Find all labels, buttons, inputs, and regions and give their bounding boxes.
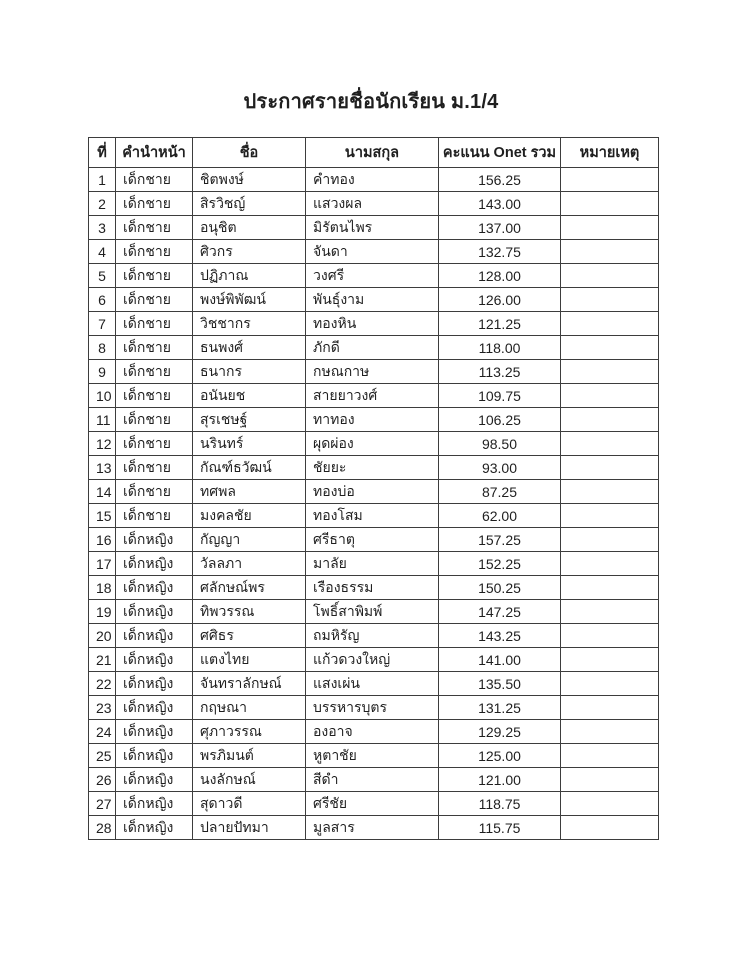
student-last-name: ทาทอง bbox=[306, 408, 439, 432]
student-last-name: มูลสาร bbox=[306, 816, 439, 840]
student-note bbox=[561, 696, 659, 720]
column-header-lastname: นามสกุล bbox=[306, 138, 439, 168]
student-note bbox=[561, 216, 659, 240]
student-last-name: ทองหิน bbox=[306, 312, 439, 336]
student-note bbox=[561, 312, 659, 336]
student-score: 118.75 bbox=[439, 792, 561, 816]
student-prefix: เด็กชาย bbox=[116, 504, 193, 528]
row-number: 7 bbox=[89, 312, 116, 336]
student-first-name: ทิพวรรณ bbox=[193, 600, 306, 624]
student-note bbox=[561, 792, 659, 816]
student-last-name: ทองโสม bbox=[306, 504, 439, 528]
student-score: 152.25 bbox=[439, 552, 561, 576]
student-prefix: เด็กชาย bbox=[116, 264, 193, 288]
column-header-prefix: คำนำหน้า bbox=[116, 138, 193, 168]
student-first-name: ศลักษณ์พร bbox=[193, 576, 306, 600]
table-row bbox=[89, 408, 659, 432]
student-score: 143.00 bbox=[439, 192, 561, 216]
table-row bbox=[89, 336, 659, 360]
student-first-name: กัญญา bbox=[193, 528, 306, 552]
student-prefix: เด็กหญิง bbox=[116, 552, 193, 576]
table-row bbox=[89, 432, 659, 456]
table-row bbox=[89, 744, 659, 768]
student-score: 141.00 bbox=[439, 648, 561, 672]
row-number: 11 bbox=[89, 408, 116, 432]
student-last-name: แก้วดวงใหญ่ bbox=[306, 648, 439, 672]
table-row bbox=[89, 624, 659, 648]
student-note bbox=[561, 384, 659, 408]
student-note bbox=[561, 720, 659, 744]
row-number: 15 bbox=[89, 504, 116, 528]
student-last-name: ศรีธาตุ bbox=[306, 528, 439, 552]
student-last-name: แสวงผล bbox=[306, 192, 439, 216]
student-prefix: เด็กหญิง bbox=[116, 528, 193, 552]
row-number: 3 bbox=[89, 216, 116, 240]
student-prefix: เด็กชาย bbox=[116, 384, 193, 408]
student-score: 128.00 bbox=[439, 264, 561, 288]
student-last-name: สีดำ bbox=[306, 768, 439, 792]
student-prefix: เด็กชาย bbox=[116, 432, 193, 456]
row-number: 25 bbox=[89, 744, 116, 768]
table-row bbox=[89, 288, 659, 312]
student-first-name: ศิวกร bbox=[193, 240, 306, 264]
student-prefix: เด็กหญิง bbox=[116, 624, 193, 648]
student-last-name: คำทอง bbox=[306, 168, 439, 192]
table-row bbox=[89, 216, 659, 240]
student-last-name: ศรีชัย bbox=[306, 792, 439, 816]
student-first-name: ทศพล bbox=[193, 480, 306, 504]
student-note bbox=[561, 600, 659, 624]
table-row bbox=[89, 312, 659, 336]
row-number: 16 bbox=[89, 528, 116, 552]
student-score: 121.00 bbox=[439, 768, 561, 792]
student-prefix: เด็กชาย bbox=[116, 312, 193, 336]
student-prefix: เด็กชาย bbox=[116, 192, 193, 216]
student-last-name: ชัยยะ bbox=[306, 456, 439, 480]
student-score: 157.25 bbox=[439, 528, 561, 552]
table-row bbox=[89, 264, 659, 288]
student-last-name: ภักดี bbox=[306, 336, 439, 360]
student-score: 106.25 bbox=[439, 408, 561, 432]
student-note bbox=[561, 288, 659, 312]
row-number: 19 bbox=[89, 600, 116, 624]
student-first-name: จันทราลักษณ์ bbox=[193, 672, 306, 696]
student-first-name: ปฏิภาณ bbox=[193, 264, 306, 288]
student-score: 150.25 bbox=[439, 576, 561, 600]
student-last-name: ผุดผ่อง bbox=[306, 432, 439, 456]
table-row bbox=[89, 648, 659, 672]
student-prefix: เด็กหญิง bbox=[116, 744, 193, 768]
student-first-name: สิรวิชญ์ bbox=[193, 192, 306, 216]
student-score: 93.00 bbox=[439, 456, 561, 480]
row-number: 9 bbox=[89, 360, 116, 384]
table-row bbox=[89, 816, 659, 840]
student-score: 115.75 bbox=[439, 816, 561, 840]
student-last-name: องอาจ bbox=[306, 720, 439, 744]
student-first-name: ศศิธร bbox=[193, 624, 306, 648]
student-prefix: เด็กหญิง bbox=[116, 720, 193, 744]
student-last-name: สายยาวงศ์ bbox=[306, 384, 439, 408]
student-score: 113.25 bbox=[439, 360, 561, 384]
student-last-name: กษณกาษ bbox=[306, 360, 439, 384]
student-note bbox=[561, 504, 659, 528]
row-number: 20 bbox=[89, 624, 116, 648]
row-number: 12 bbox=[89, 432, 116, 456]
student-first-name: มงคลชัย bbox=[193, 504, 306, 528]
student-score: 98.50 bbox=[439, 432, 561, 456]
student-table bbox=[88, 137, 659, 840]
student-last-name: บรรหารบุตร bbox=[306, 696, 439, 720]
table-row bbox=[89, 720, 659, 744]
student-first-name: นงลักษณ์ bbox=[193, 768, 306, 792]
student-score: 121.25 bbox=[439, 312, 561, 336]
student-prefix: เด็กชาย bbox=[116, 360, 193, 384]
row-number: 14 bbox=[89, 480, 116, 504]
table-row bbox=[89, 360, 659, 384]
student-prefix: เด็กชาย bbox=[116, 456, 193, 480]
row-number: 23 bbox=[89, 696, 116, 720]
student-note bbox=[561, 624, 659, 648]
student-first-name: อนุชิต bbox=[193, 216, 306, 240]
student-note bbox=[561, 672, 659, 696]
student-score: 137.00 bbox=[439, 216, 561, 240]
table-row bbox=[89, 504, 659, 528]
student-note bbox=[561, 360, 659, 384]
student-note bbox=[561, 552, 659, 576]
student-prefix: เด็กหญิง bbox=[116, 648, 193, 672]
student-first-name: วิชชากร bbox=[193, 312, 306, 336]
row-number: 27 bbox=[89, 792, 116, 816]
student-score: 131.25 bbox=[439, 696, 561, 720]
student-note bbox=[561, 816, 659, 840]
student-prefix: เด็กหญิง bbox=[116, 600, 193, 624]
table-row bbox=[89, 600, 659, 624]
student-prefix: เด็กชาย bbox=[116, 336, 193, 360]
column-header-note: หมายเหตุ bbox=[561, 138, 659, 168]
student-score: 118.00 bbox=[439, 336, 561, 360]
student-note bbox=[561, 240, 659, 264]
student-score: 147.25 bbox=[439, 600, 561, 624]
student-note bbox=[561, 648, 659, 672]
student-last-name: ทองบ่อ bbox=[306, 480, 439, 504]
column-header-number: ที่ bbox=[89, 138, 116, 168]
row-number: 28 bbox=[89, 816, 116, 840]
table-row bbox=[89, 528, 659, 552]
row-number: 18 bbox=[89, 576, 116, 600]
student-first-name: นรินทร์ bbox=[193, 432, 306, 456]
table-header bbox=[89, 138, 659, 168]
row-number: 13 bbox=[89, 456, 116, 480]
student-first-name: พงษ์พิพัฒน์ bbox=[193, 288, 306, 312]
student-first-name: กัณฑ์ธวัฒน์ bbox=[193, 456, 306, 480]
student-note bbox=[561, 456, 659, 480]
student-note bbox=[561, 432, 659, 456]
table-row bbox=[89, 168, 659, 192]
student-last-name: ถมหิรัญ bbox=[306, 624, 439, 648]
student-note bbox=[561, 264, 659, 288]
student-score: 132.75 bbox=[439, 240, 561, 264]
row-number: 8 bbox=[89, 336, 116, 360]
student-last-name: หูตาชัย bbox=[306, 744, 439, 768]
table-row bbox=[89, 192, 659, 216]
student-note bbox=[561, 744, 659, 768]
table-row bbox=[89, 480, 659, 504]
student-score: 109.75 bbox=[439, 384, 561, 408]
row-number: 5 bbox=[89, 264, 116, 288]
student-score: 87.25 bbox=[439, 480, 561, 504]
student-first-name: ปลายปัทมา bbox=[193, 816, 306, 840]
student-first-name: สุรเชษฐ์ bbox=[193, 408, 306, 432]
table-row bbox=[89, 384, 659, 408]
student-first-name: ชิตพงษ์ bbox=[193, 168, 306, 192]
student-score: 125.00 bbox=[439, 744, 561, 768]
student-note bbox=[561, 336, 659, 360]
student-last-name: จันดา bbox=[306, 240, 439, 264]
student-prefix: เด็กหญิง bbox=[116, 672, 193, 696]
table-row bbox=[89, 792, 659, 816]
page-title: ประกาศรายชื่อนักเรียน ม.1/4 bbox=[243, 91, 499, 113]
student-prefix: เด็กหญิง bbox=[116, 576, 193, 600]
student-prefix: เด็กชาย bbox=[116, 408, 193, 432]
student-last-name: มิรัตนไพร bbox=[306, 216, 439, 240]
student-first-name: อนันยช bbox=[193, 384, 306, 408]
student-first-name: ธนากร bbox=[193, 360, 306, 384]
student-note bbox=[561, 576, 659, 600]
row-number: 6 bbox=[89, 288, 116, 312]
student-note bbox=[561, 192, 659, 216]
student-last-name: วงศรี bbox=[306, 264, 439, 288]
student-prefix: เด็กหญิง bbox=[116, 792, 193, 816]
row-number: 26 bbox=[89, 768, 116, 792]
student-score: 135.50 bbox=[439, 672, 561, 696]
table-row bbox=[89, 672, 659, 696]
student-first-name: กฤษณา bbox=[193, 696, 306, 720]
student-note bbox=[561, 480, 659, 504]
student-last-name: เรืองธรรม bbox=[306, 576, 439, 600]
row-number: 17 bbox=[89, 552, 116, 576]
student-prefix: เด็กหญิง bbox=[116, 816, 193, 840]
student-note bbox=[561, 528, 659, 552]
student-first-name: ศุภาวรรณ bbox=[193, 720, 306, 744]
row-number: 10 bbox=[89, 384, 116, 408]
student-last-name: มาลัย bbox=[306, 552, 439, 576]
row-number: 24 bbox=[89, 720, 116, 744]
student-prefix: เด็กชาย bbox=[116, 168, 193, 192]
student-first-name: แตงไทย bbox=[193, 648, 306, 672]
student-note bbox=[561, 168, 659, 192]
student-score: 129.25 bbox=[439, 720, 561, 744]
column-header-firstname: ชื่อ bbox=[193, 138, 306, 168]
student-last-name: แสงเผ่น bbox=[306, 672, 439, 696]
column-header-score: คะแนน Onet รวม bbox=[439, 138, 561, 168]
table-row bbox=[89, 240, 659, 264]
student-score: 156.25 bbox=[439, 168, 561, 192]
student-prefix: เด็กหญิง bbox=[116, 696, 193, 720]
student-last-name: โพธิ์สาพิมพ์ bbox=[306, 600, 439, 624]
student-score: 143.25 bbox=[439, 624, 561, 648]
student-prefix: เด็กหญิง bbox=[116, 768, 193, 792]
student-last-name: พันธุ์งาม bbox=[306, 288, 439, 312]
table-row bbox=[89, 696, 659, 720]
student-prefix: เด็กชาย bbox=[116, 288, 193, 312]
table-row bbox=[89, 456, 659, 480]
student-prefix: เด็กชาย bbox=[116, 480, 193, 504]
table-row bbox=[89, 768, 659, 792]
student-score: 126.00 bbox=[439, 288, 561, 312]
table-row bbox=[89, 576, 659, 600]
table-body bbox=[89, 168, 659, 840]
student-note bbox=[561, 768, 659, 792]
student-prefix: เด็กชาย bbox=[116, 216, 193, 240]
student-first-name: พรภิมนต์ bbox=[193, 744, 306, 768]
student-score: 62.00 bbox=[439, 504, 561, 528]
row-number: 21 bbox=[89, 648, 116, 672]
student-first-name: ธนพงศ์ bbox=[193, 336, 306, 360]
student-note bbox=[561, 408, 659, 432]
row-number: 4 bbox=[89, 240, 116, 264]
row-number: 1 bbox=[89, 168, 116, 192]
student-prefix: เด็กชาย bbox=[116, 240, 193, 264]
student-first-name: สุดาวดี bbox=[193, 792, 306, 816]
student-first-name: วัลลภา bbox=[193, 552, 306, 576]
table-row bbox=[89, 552, 659, 576]
row-number: 2 bbox=[89, 192, 116, 216]
row-number: 22 bbox=[89, 672, 116, 696]
